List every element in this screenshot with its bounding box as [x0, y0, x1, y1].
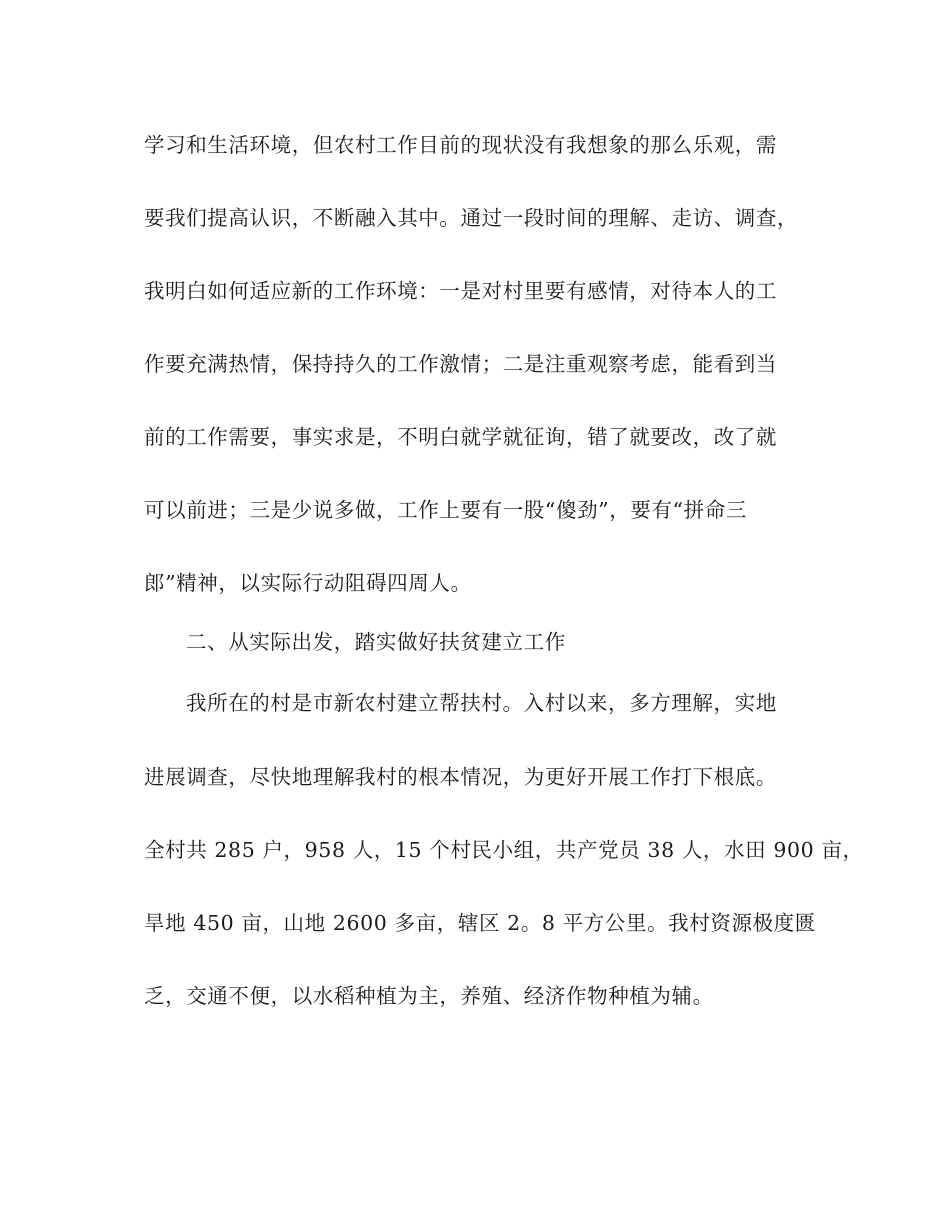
- paragraph2-line-1: 我所在的村是市新农村建立帮扶村。入村以来，多方理解，实地: [186, 691, 777, 715]
- paragraph2-line-3: 全村共 285 户，958 人，15 个村民小组，共产党员 38 人，水田 900 亩，: [144, 838, 864, 862]
- paragraph-line-7: 郎”精神，以实际行动阻碍四周人。: [144, 571, 472, 595]
- paragraph2-line-2: 进展调查，尽快地理解我村的根本情况，为更好开展工作打下根底。: [144, 765, 777, 789]
- paragraph-line-1: 学习和生活环境，但农村工作目前的现状没有我想象的那么乐观，需: [144, 133, 777, 157]
- paragraph-line-3: 我明白如何适应新的工作环境：一是对村里要有感情，对待本人的工: [144, 279, 777, 303]
- paragraph2-line-5: 乏，交通不便，以水稻种植为主，养殖、经济作物种植为辅。: [144, 984, 714, 1008]
- paragraph-line-2: 要我们提高认识，不断融入其中。通过一段时间的理解、走访、调查，: [144, 206, 799, 230]
- paragraph-line-4: 作要充满热情，保持持久的工作激情；二是注重观察考虑，能看到当: [144, 352, 777, 376]
- paragraph-line-6: 可以前进；三是少说多做，工作上要有一股“傻劲”，要有“拼命三: [144, 498, 747, 522]
- paragraph-line-5: 前的工作需要，事实求是，不明白就学就征询，错了就要改，改了就: [144, 425, 777, 449]
- section-heading: 二、从实际出发，踏实做好扶贫建立工作: [186, 630, 566, 654]
- paragraph2-line-4: 旱地 450 亩，山地 2600 多亩，辖区 2。8 平方公里。我村资源极度匮: [144, 911, 816, 935]
